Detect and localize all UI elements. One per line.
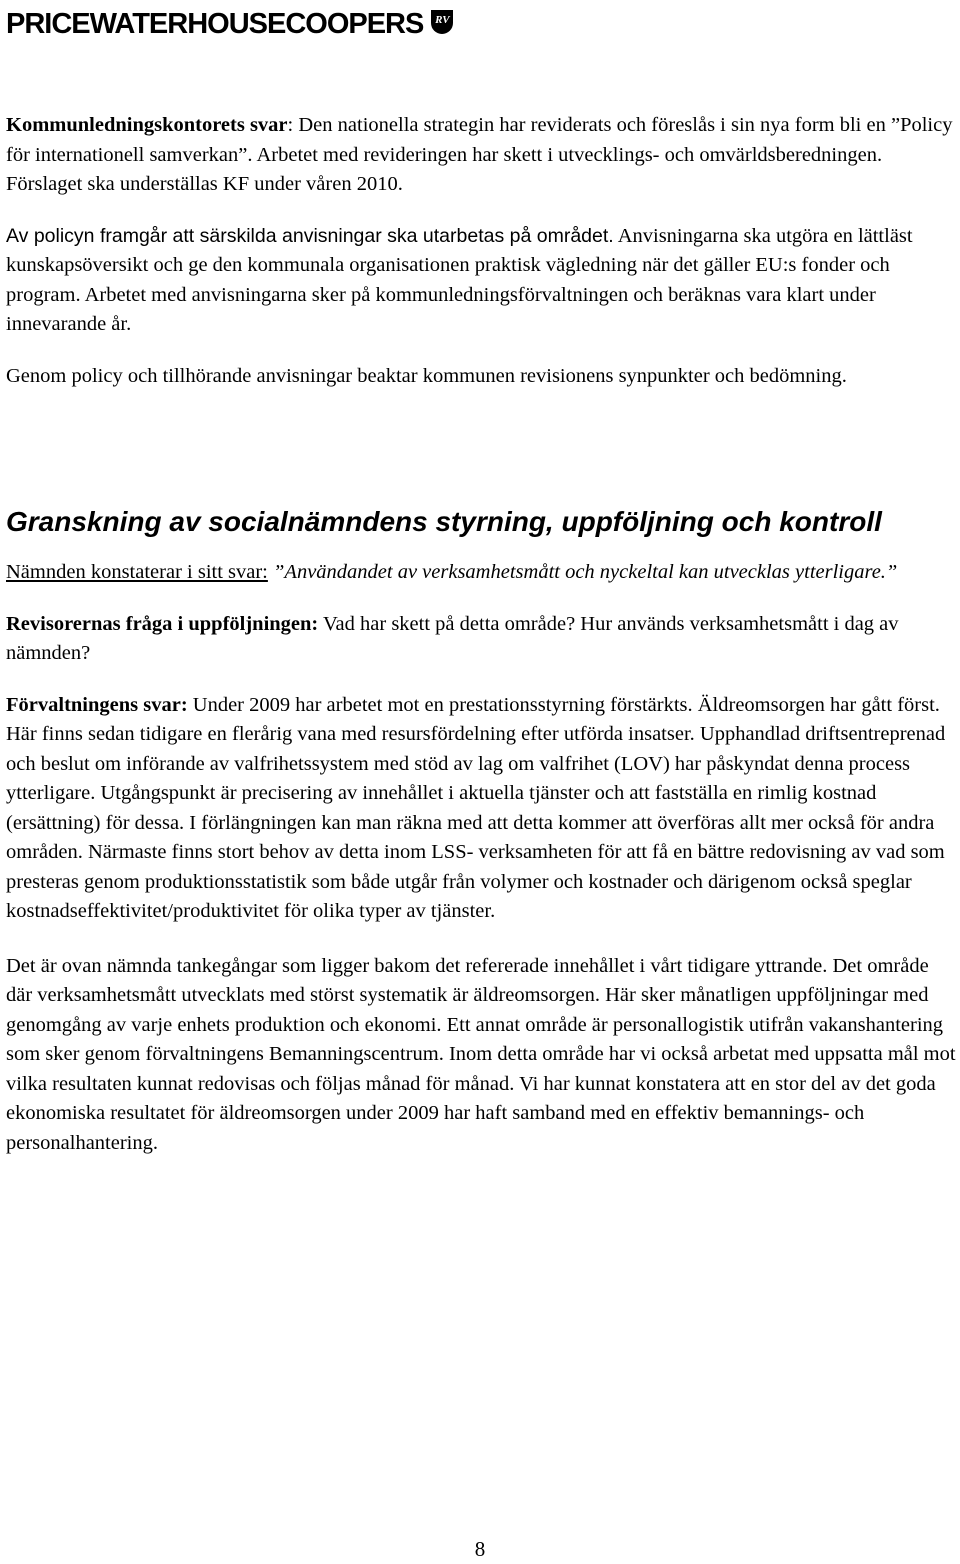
section-heading: Granskning av socialnämndens styrning, uppföljning och kontroll [6, 506, 882, 537]
paragraph-statement [6, 558, 956, 588]
seal-text: RV [435, 14, 450, 26]
answer-label: Kommunledningskontorets svar [6, 114, 288, 136]
question-text: Vad har skett på detta område? Hur används verksamhetsmått i dag av nämnden? [6, 612, 899, 664]
answer-colon: : [287, 114, 294, 136]
page-number: 8 [474, 1537, 486, 1561]
guidelines-rest: Anvisningarna ska utgöra en lättläst kunskapsöversikt och ge den kommunala organisationen praktisk vägledning när det gäller EU:s fonder och program. Arbetet med anvisningarna sker på kommunledningsförvaltningen och beräknas vara klart under innevarande år. [6, 224, 913, 335]
paragraph-policy [6, 362, 956, 392]
guidelines-first-sentence: Av policyn framgår att särskilda anvisningar ska utarbetas på området. [6, 224, 614, 247]
statement-label: Nämnden konstaterar i sitt svar: [6, 561, 268, 583]
paragraph-kommunledning-answer [6, 111, 956, 200]
statement-quote: ”Användandet av verksamhetsmått och nyckeltal kan utvecklas ytterligare.” [267, 561, 898, 583]
paragraph-conclusion [6, 952, 956, 1159]
administration-answer-label: Förvaltningens svar: [6, 693, 188, 716]
logo-text: PRICEWATERHOUSECOOPERS [6, 7, 424, 40]
document-body [6, 111, 956, 1158]
conclusion-text: Det är ovan nämnda tankegångar som ligger bakom det refererade innehållet i vårt tidigare yttrande. Det område där verksamhetsmått utvecklats med störst systematik är äldreomsorgen. Här sker månatligen uppföljningar med genomgång av varje enhets produktion och ekonomi. Ett annat område är personallogistik utifrån vakanshantering som sker genom förvaltningens Bemanningscentrum. Inom detta område har vi också arbetat med uppsatta mål mot vilka resultaten kunnat redovisas och följas månad för månad. Vi har kunnat konstatera att en stor del av det goda ekonomiska resultatet för äldreomsorgen under 2009 har haft samband med en effektiv bemannings- och personalhantering. [6, 954, 956, 1154]
paragraph-guidelines [6, 222, 956, 340]
administration-answer-text: Under 2009 har arbetet mot en prestationsstyrning förstärkts. Äldreomsorgen har gått först. Här finns sedan tidigare en flerårig vana med resursfördelning efter utförda insatser. Upphandlad driftsentreprenad och beslut om införande av valfrihetssystem med stöd av lag om valfrihet (LOV) har påskyndat denna process ytterligare. Utgångspunkt är precisering av innehållet i aktuella tjänster och att fastställa en rimlig kostnad (ersättning) för dessa. I förlängningen kan man räkna med att detta kommer att överföras allt mer också för andra områden. Närmaste finns stort behov av detta inom LSS- verksamheten för att få en bättre redovisning av vad som presteras genom produktionsstatistik som både utgår från volymer och kostnader och därigenom också speglar kostnadseffektivitet/produktivitet för olika typer av tjänster. [6, 693, 946, 922]
pwc-logo [6, 4, 453, 44]
policy-text: Genom policy och tillhörande anvisningar beaktar kommunen revisionens synpunkter och bedömning. [6, 364, 847, 387]
paragraph-question [6, 610, 956, 669]
logo-seal-icon [431, 10, 453, 34]
question-label: Revisorernas fråga i uppföljningen: [6, 612, 319, 635]
answer-text: Den nationella strategin har reviderats och föreslås i sin nya form bli en ”Policy för internationell samverkan”. Arbetet med revideringen har skett i utvecklings- och omvärldsberedningen. Förslaget ska underställas KF under våren 2010. [6, 114, 953, 195]
paragraph-administration-answer [6, 691, 956, 927]
